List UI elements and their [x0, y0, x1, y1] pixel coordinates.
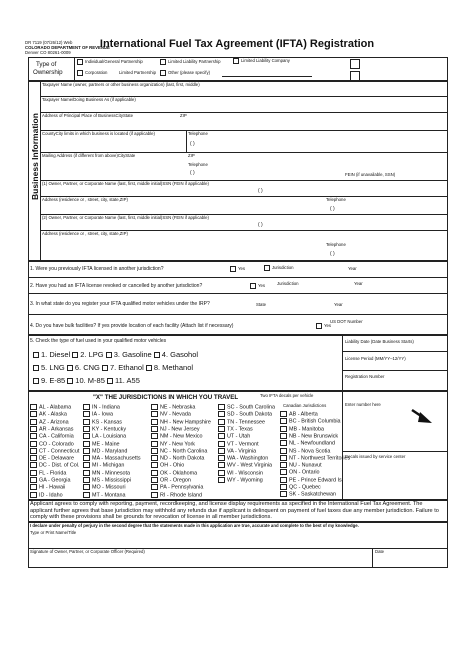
- department-address: Denver CO 80261-0009: [25, 50, 71, 55]
- jurisdiction-item[interactable]: [83, 426, 126, 432]
- ownership-other-check-1[interactable]: [350, 59, 360, 69]
- signature-label: Signature of Owner, Partner, or Corporate Officer (Required): [30, 549, 145, 554]
- jurisdiction-label: MO - Missouri: [92, 484, 126, 491]
- q2-yes[interactable]: Yes: [250, 283, 265, 289]
- business-section-label: Business Information: [30, 113, 40, 200]
- jurisdiction-label: CA - California: [39, 433, 74, 440]
- telephone-label-1: Telephone: [188, 131, 208, 136]
- q2-year-label: Year: [354, 281, 363, 286]
- checkbox[interactable]: [30, 477, 37, 483]
- declaration-text: I declare under penalty of perjury in the second degree that the statements made in this application are true, accurate and complete to the best of my knowledge.: [30, 523, 359, 528]
- owner2-telephone-label: Telephone: [326, 242, 346, 247]
- checkbox[interactable]: [218, 441, 225, 447]
- jurisdiction-label: AB - Alberta: [289, 411, 318, 418]
- jurisdiction-label: BC - British Columbia: [289, 418, 341, 425]
- checkbox[interactable]: [30, 433, 37, 439]
- jurisdiction-label: ND - North Dakota: [160, 455, 205, 462]
- owner1-telephone-field[interactable]: ( ): [330, 206, 335, 212]
- county-label: CountyCity limits in which business is located (if applicable): [42, 131, 155, 136]
- checkbox[interactable]: [233, 58, 239, 64]
- jurisdiction-label: NB - New Brunswick: [289, 433, 339, 440]
- jurisdiction-label: NJ - New Jersey: [160, 426, 200, 433]
- jurisdiction-label: PE - Prince Edward Is.: [289, 477, 344, 484]
- checkbox[interactable]: [280, 469, 287, 475]
- jurisdiction-label: NV - Nevada: [160, 411, 191, 418]
- checkbox[interactable]: [30, 441, 37, 447]
- checkbox[interactable]: [151, 426, 158, 432]
- jurisdiction-label: NS - Nova Scotia: [289, 447, 331, 454]
- jurisdiction-label: SK - Saskatchewan: [289, 491, 337, 498]
- jurisdiction-label: HI - Hawaii: [39, 484, 66, 491]
- ownership-individual[interactable]: Individual/General Partnership: [77, 59, 143, 65]
- page-title: International Fuel Tax Agreement (IFTA) Registration: [99, 38, 375, 50]
- jurisdiction-label: MN - Minnesota: [92, 470, 131, 477]
- jurisdiction-label: AK - Alaska: [39, 411, 67, 418]
- jurisdiction-label: TN - Tennessee: [227, 419, 265, 426]
- jurisdiction-item[interactable]: [218, 470, 263, 476]
- checkbox[interactable]: [151, 484, 158, 490]
- jurisdiction-label: NH - New Hampshire: [160, 419, 211, 426]
- checkbox[interactable]: [67, 378, 73, 384]
- jurisdiction-item[interactable]: [30, 411, 67, 417]
- jurisdiction-item[interactable]: [151, 448, 207, 454]
- fuel-row-2[interactable]: 5. LNG 6. CNG 7. Ethanol 8. Methanol: [33, 364, 193, 372]
- checkbox[interactable]: [30, 462, 37, 468]
- checkbox[interactable]: [160, 59, 166, 65]
- jurisdiction-item[interactable]: [83, 455, 141, 461]
- liability-date-label: Liability Date (Date Business Starts): [345, 339, 414, 344]
- jurisdiction-label: PA - Pennsylvania: [160, 484, 204, 491]
- jurisdiction-item[interactable]: [83, 470, 130, 476]
- form-id: DR 7119 (07/26/12) Web: [25, 40, 73, 45]
- jurisdiction-label: KS - Kansas: [92, 419, 122, 426]
- checkbox[interactable]: [154, 352, 160, 358]
- checkbox[interactable]: [280, 426, 287, 432]
- q1-jurisdiction[interactable]: Jurisdiction: [264, 265, 294, 271]
- jurisdiction-label: MS - Mississippi: [92, 477, 131, 484]
- checkbox[interactable]: [280, 455, 287, 461]
- jurisdiction-label: AR - Arkansas: [39, 426, 74, 433]
- jurisdiction-item[interactable]: [30, 477, 70, 483]
- checkbox[interactable]: [218, 455, 225, 461]
- jurisdiction-item[interactable]: [280, 411, 318, 417]
- jurisdiction-item[interactable]: [83, 441, 120, 447]
- checkbox[interactable]: [316, 323, 322, 329]
- checkbox[interactable]: [280, 491, 287, 497]
- jurisdiction-item[interactable]: [218, 462, 272, 468]
- jurisdiction-label: CO - Colorado: [39, 440, 74, 447]
- question-5: 5. Check the type of fuel used in your qualified motor vehicles: [30, 338, 167, 344]
- checkbox[interactable]: [83, 455, 90, 461]
- q1-yes[interactable]: Yes: [230, 266, 245, 272]
- checkbox[interactable]: [83, 404, 90, 410]
- jurisdiction-item[interactable]: [280, 440, 335, 446]
- jurisdiction-label: SD - South Dakota: [227, 411, 272, 418]
- checkbox[interactable]: [280, 433, 287, 439]
- checkbox[interactable]: [30, 492, 37, 498]
- checkbox[interactable]: [106, 352, 112, 358]
- jurisdiction-label: QC - Quebec: [289, 484, 321, 491]
- q4-yes[interactable]: Yes: [316, 323, 331, 329]
- zip-label: ZIP: [180, 113, 187, 118]
- jurisdiction-item[interactable]: [218, 455, 268, 461]
- checkbox[interactable]: [77, 70, 83, 76]
- jurisdiction-item[interactable]: [151, 426, 200, 432]
- jurisdiction-item[interactable]: [30, 492, 63, 498]
- checkbox[interactable]: [151, 433, 158, 439]
- ownership-llp[interactable]: Limited Liability Partnership: [160, 59, 221, 65]
- checkbox[interactable]: [30, 404, 37, 410]
- agreement-text: Applicant agrees to comply with reporting, payment, recordkeeping, and license display requirements as specified in the International Fuel Tax Agreement. The applicant further agrees that base jurisdiction may withhold any refunds due if applicant is delinquent on payment of fuel taxes due any member jurisdiction. Failure to comply with these provisions shall be grounds for revocation of license in all member jurisdictions.: [30, 501, 439, 521]
- checkbox[interactable]: [218, 433, 225, 439]
- telephone-field-2[interactable]: ( ): [190, 170, 195, 176]
- ownership-lp[interactable]: Limited Partnership: [119, 70, 157, 75]
- checkbox[interactable]: [83, 484, 90, 490]
- jurisdiction-label: OK - Oklahoma: [160, 470, 198, 477]
- checkbox[interactable]: [83, 470, 90, 476]
- checkbox[interactable]: [83, 448, 90, 454]
- checkbox[interactable]: [83, 419, 90, 425]
- jurisdiction-item[interactable]: [218, 419, 265, 425]
- jurisdiction-label: SC - South Carolina: [227, 404, 275, 411]
- checkbox[interactable]: [280, 477, 287, 483]
- jurisdiction-label: GA - Georgia: [39, 477, 71, 484]
- checkbox[interactable]: [218, 411, 225, 417]
- checkbox[interactable]: [30, 426, 37, 432]
- jurisdiction-label: ON - Ontario: [289, 469, 320, 476]
- jurisdiction-label: AL - Alabama: [39, 404, 72, 411]
- jurisdiction-item[interactable]: [30, 484, 65, 490]
- checkbox[interactable]: [151, 404, 158, 410]
- q3-state-label: State: [256, 302, 267, 307]
- registration-number-label: Registration Number: [345, 374, 385, 379]
- two-decals-note: Two IFTA decals per vehicle: [260, 393, 314, 398]
- jurisdiction-label: NE - Nebraska: [160, 404, 196, 411]
- jurisdiction-label: CT - Connecticut: [39, 448, 80, 455]
- checkbox[interactable]: [107, 378, 113, 384]
- question-4: 4. Do you have bulk facilities? If yes provide location of each facility (Attach list if necessary): [30, 323, 234, 329]
- checkbox[interactable]: [151, 470, 158, 476]
- checkbox[interactable]: [83, 477, 90, 483]
- checkbox[interactable]: [30, 470, 37, 476]
- ownership-label-1: Type of: [36, 61, 57, 68]
- checkbox[interactable]: [151, 477, 158, 483]
- jurisdiction-item[interactable]: [280, 418, 341, 424]
- jurisdiction-label: WA - Washington: [227, 455, 269, 462]
- question-3: 3. In what state do you register your IFTA qualified motor vehicles under the IRP?: [30, 301, 210, 307]
- owner1-address-label: Address (residence or , street, city, state,ZIP): [42, 197, 128, 202]
- jurisdiction-item[interactable]: [280, 433, 338, 439]
- jurisdiction-item[interactable]: [151, 411, 191, 417]
- checkbox[interactable]: [151, 492, 158, 498]
- checkbox[interactable]: [151, 462, 158, 468]
- checkbox[interactable]: [218, 462, 225, 468]
- jurisdiction-item[interactable]: [151, 419, 211, 425]
- zip-label-2: ZIP: [188, 153, 195, 158]
- enter-number-label: Enter number here: [345, 402, 381, 407]
- jurisdiction-label: TX - Texas: [227, 426, 253, 433]
- checkbox[interactable]: [83, 426, 90, 432]
- q4-dot-label: US DOT Number: [330, 319, 363, 324]
- jurisdiction-label: MI - Michigan: [92, 462, 125, 469]
- checkbox[interactable]: [30, 455, 37, 461]
- checkbox[interactable]: [72, 352, 78, 358]
- owner2-fein-field[interactable]: ( ): [258, 222, 263, 228]
- ownership-other[interactable]: Other (please specify): [160, 70, 210, 76]
- jurisdiction-label: MT - Montana: [92, 492, 126, 499]
- jurisdiction-item[interactable]: [83, 411, 113, 417]
- jurisdiction-item[interactable]: [30, 441, 74, 447]
- checkbox[interactable]: [218, 419, 225, 425]
- checkbox[interactable]: [218, 404, 225, 410]
- jurisdiction-item[interactable]: [151, 492, 202, 498]
- license-period-label: License Period (MM/YY–12/YY): [345, 356, 406, 361]
- checkbox[interactable]: [30, 448, 37, 454]
- checkbox[interactable]: [280, 448, 287, 454]
- jurisdiction-label: OH - Ohio: [160, 462, 185, 469]
- jurisdiction-item[interactable]: [30, 426, 73, 432]
- jurisdiction-label: NM - New Mexico: [160, 433, 203, 440]
- checkbox[interactable]: [67, 365, 73, 371]
- checkbox[interactable]: [30, 484, 37, 490]
- owner2-address-label: Address (residence or , street, city, state,ZIP): [42, 231, 128, 236]
- ownership-corporation[interactable]: Corporation: [77, 70, 107, 76]
- checkbox[interactable]: [151, 441, 158, 447]
- jurisdiction-label: NT - Northwest Territories: [289, 455, 351, 462]
- jurisdiction-item[interactable]: [151, 441, 195, 447]
- jurisdiction-item[interactable]: [30, 462, 79, 468]
- jurisdiction-item[interactable]: [83, 477, 131, 483]
- jurisdiction-item[interactable]: [218, 426, 253, 432]
- arrow-down-right-icon: [410, 408, 434, 426]
- jurisdiction-item[interactable]: [151, 404, 195, 410]
- jurisdiction-item[interactable]: [83, 433, 126, 439]
- jurisdiction-label: LA - Louisiana: [92, 433, 127, 440]
- checkbox[interactable]: [77, 59, 83, 65]
- checkbox[interactable]: [218, 448, 225, 454]
- owner2-telephone-field[interactable]: ( ): [330, 251, 335, 257]
- owner1-label: (1) Owner, Partner, or Corporate Name (last, first, middle initial)SSN (FEIN if applicable): [42, 181, 209, 186]
- jurisdiction-item[interactable]: [280, 491, 336, 497]
- jurisdiction-label: NC - North Carolina: [160, 448, 208, 455]
- jurisdiction-item[interactable]: [83, 484, 126, 490]
- jurisdiction-item[interactable]: [30, 448, 79, 454]
- ownership-label-2: Ownership: [33, 69, 63, 76]
- jurisdiction-item[interactable]: [280, 462, 322, 468]
- jurisdiction-item[interactable]: [30, 455, 74, 461]
- checkbox[interactable]: [33, 365, 39, 371]
- jurisdiction-label: RI - Rhode Island: [160, 492, 202, 499]
- canadian-title: Canadian Jurisdictions: [283, 403, 327, 408]
- jurisdiction-item[interactable]: [30, 404, 71, 410]
- owner2-label: (2) Owner, Partner, or Corporate Name (last, first, middle initial)SSN (FEIN if applicable): [42, 215, 209, 220]
- telephone-field-1[interactable]: ( ): [190, 141, 195, 147]
- jurisdiction-item[interactable]: [218, 411, 272, 417]
- jurisdiction-item[interactable]: [151, 462, 184, 468]
- jurisdiction-label: NY - New York: [160, 440, 195, 447]
- jurisdiction-label: VA - Virginia: [227, 448, 257, 455]
- telephone-label-2: Telephone: [188, 162, 208, 167]
- checkbox[interactable]: [33, 378, 39, 384]
- checkbox[interactable]: [280, 462, 287, 468]
- mailing-label: Mailing Address (if different from above)CityState: [42, 153, 136, 158]
- checkbox[interactable]: [280, 440, 287, 446]
- ownership-other-check-2[interactable]: [350, 71, 360, 81]
- taxpayer-name-label: Taxpayer Name (owner, partners or other business organization) (last, first, middle): [42, 82, 200, 87]
- checkbox[interactable]: [33, 352, 39, 358]
- checkbox[interactable]: [151, 448, 158, 454]
- jurisdiction-item[interactable]: [83, 419, 122, 425]
- address-label: Address of Principal Place of BusinessCityState: [42, 113, 133, 118]
- checkbox[interactable]: [30, 419, 37, 425]
- jurisdiction-label: NL - Newfoundland: [289, 440, 335, 447]
- checkbox[interactable]: [151, 455, 158, 461]
- declaration-section: [28, 522, 448, 568]
- jurisdiction-item[interactable]: [30, 470, 66, 476]
- jurisdiction-label: FL - Florida: [39, 470, 67, 477]
- jurisdiction-item[interactable]: [30, 419, 69, 425]
- checkbox[interactable]: [83, 433, 90, 439]
- jurisdiction-label: NU - Nunavut: [289, 462, 322, 469]
- date-label: Date: [375, 549, 385, 554]
- jurisdiction-item[interactable]: [218, 404, 275, 410]
- jurisdiction-item[interactable]: [280, 469, 320, 475]
- checkbox[interactable]: [102, 365, 108, 371]
- checkbox[interactable]: [83, 441, 90, 447]
- jurisdiction-label: ME - Maine: [92, 440, 120, 447]
- question-2: 2. Have you had an IFTA license revoked or cancelled by another jurisdiction?: [30, 283, 203, 289]
- jurisdiction-item[interactable]: [280, 426, 324, 432]
- print-name-label: Type or Print Name/Title: [30, 530, 77, 535]
- jurisdiction-label: MD - Maryland: [92, 448, 128, 455]
- checkbox[interactable]: [218, 426, 225, 432]
- jurisdiction-item[interactable]: [83, 492, 125, 498]
- jurisdiction-item[interactable]: [218, 448, 256, 454]
- fein-label: FEIN (if unavailable, SSN): [345, 172, 396, 177]
- checkbox[interactable]: [30, 411, 37, 417]
- jurisdiction-label: WV - West Virginia: [227, 462, 273, 469]
- checkbox[interactable]: [218, 477, 225, 483]
- jurisdiction-label: WY - Wyoming: [227, 477, 263, 484]
- jurisdiction-item[interactable]: [218, 433, 250, 439]
- jurisdiction-label: ID - Idaho: [39, 492, 63, 499]
- checkbox[interactable]: [83, 411, 90, 417]
- jurisdiction-label: MA - Massachusetts: [92, 455, 141, 462]
- q3-year-label: Year: [334, 302, 343, 307]
- jurisdiction-label: DE - Delaware: [39, 455, 75, 462]
- jurisdiction-item[interactable]: [151, 470, 197, 476]
- jurisdiction-item[interactable]: [30, 433, 74, 439]
- checkbox[interactable]: [250, 283, 256, 289]
- fuel-row-1[interactable]: 1. Diesel 2. LPG 3. Gasoline 4. Gasohol: [33, 351, 198, 359]
- jurisdiction-item[interactable]: [83, 462, 124, 468]
- jurisdiction-label: WI - Wisconsin: [227, 470, 263, 477]
- jurisdiction-item[interactable]: [151, 455, 204, 461]
- checkbox[interactable]: [280, 411, 287, 417]
- jurisdiction-label: AZ - Arizona: [39, 419, 69, 426]
- jurisdiction-label: KY - Kentucky: [92, 426, 127, 433]
- jurisdictions-title: "X" THE JURISDICTIONS IN WHICH YOU TRAVEL: [93, 394, 239, 401]
- checkbox[interactable]: [280, 418, 287, 424]
- jurisdiction-item[interactable]: [218, 477, 263, 483]
- jurisdiction-label: MB - Manitoba: [289, 426, 325, 433]
- jurisdiction-item[interactable]: [280, 448, 330, 454]
- jurisdiction-label: DC - Dist. of Col.: [39, 462, 80, 469]
- jurisdiction-item[interactable]: [151, 433, 203, 439]
- jurisdiction-item[interactable]: [280, 477, 343, 483]
- fuel-row-3[interactable]: 9. E-85 10. M-85 11. A55: [33, 377, 140, 385]
- checkbox[interactable]: [160, 70, 166, 76]
- jurisdiction-item[interactable]: [83, 404, 120, 410]
- q2-jurisdiction-label: Jurisdiction: [277, 281, 299, 286]
- decals-issued-label: Decals issued by service center: [345, 454, 406, 459]
- checkbox[interactable]: [151, 419, 158, 425]
- jurisdiction-label: OR - Oregon: [160, 477, 191, 484]
- checkbox[interactable]: [264, 265, 270, 271]
- q1-year-label: Year: [348, 266, 357, 271]
- checkbox[interactable]: [146, 365, 152, 371]
- jurisdiction-item[interactable]: [151, 484, 203, 490]
- ownership-llc[interactable]: Limited Liability Company: [233, 58, 290, 64]
- checkbox[interactable]: [218, 470, 225, 476]
- jurisdiction-label: UT - Utah: [227, 433, 251, 440]
- jurisdiction-item[interactable]: [280, 455, 350, 461]
- owner1-telephone-label: Telephone: [326, 197, 346, 202]
- checkbox[interactable]: [280, 484, 287, 490]
- checkbox[interactable]: [83, 492, 90, 498]
- jurisdiction-item[interactable]: [83, 448, 127, 454]
- jurisdiction-item[interactable]: [280, 484, 321, 490]
- owner1-fein-field[interactable]: ( ): [258, 188, 263, 194]
- checkbox[interactable]: [151, 411, 158, 417]
- jurisdiction-item[interactable]: [151, 477, 191, 483]
- checkbox[interactable]: [230, 266, 236, 272]
- checkbox[interactable]: [83, 462, 90, 468]
- jurisdiction-label: IN - Indiana: [92, 404, 120, 411]
- dba-label: Taxpayer Name/Doing Business As (if applicable): [42, 97, 136, 102]
- department-name: COLORADO DEPARTMENT OF REVENUE: [25, 45, 110, 50]
- jurisdiction-item[interactable]: [218, 441, 259, 447]
- jurisdiction-label: IA - Iowa: [92, 411, 113, 418]
- question-1: 1. Were you previously IFTA licensed in another jurisdiction?: [30, 266, 164, 272]
- jurisdiction-label: VT - Vermont: [227, 440, 259, 447]
